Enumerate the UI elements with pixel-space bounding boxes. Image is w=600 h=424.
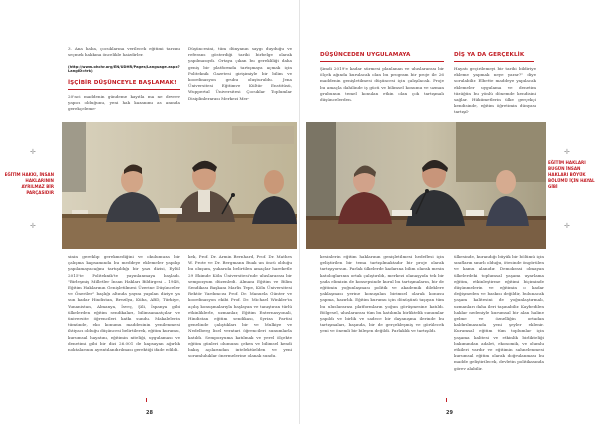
page-number-left: 28	[146, 410, 153, 416]
red-marker-left	[146, 398, 147, 402]
heading2-rule	[320, 61, 444, 62]
left-col1-mid	[68, 94, 180, 118]
heading-dusunceden-uygulamaya: DÜŞÜNCEDEN UYGULAMAYA	[320, 52, 411, 58]
left-col2-bottom-text: kek, Prof. Dr. Armin Bernhard, Prof. Dr. Mathes W. Prote ve Dr. Bergmann Buak un öncü olduğu bu oluşum, yukarıda belirtilen amaçlar hareketle 29 Ekimde Köln Üniversitesi'nde uluslararası bir sempozyum düzenledi. Almanı Eğitim ve Bilim Sendikası Başkanı Marlis Tepe, Köln Üniversitesi Rektör Yardımcısı Prof. Dr. Manuela Günter ve koordinasyon ekibi Prof. Dr. Michael Winkler'in açılış konuşmalarıyla başlayan ve tanıştıran türlü etkinliklerle, uzmanlar, Eğitim Enternasyonali, Hindistan eğitim sendikası, Syriza Partisi genelinde çalıştıkları bir ve Mulkiye ve Nedelberg lisel veratari öğrencileri sunumlarla katıldı. Sempozyuma katılmak ve yerel ölçekte eğitim günleri olumunu çeken ve bilimsel kendi bakış açılarından intelektüelden ve yeni sorumluluklar önermelerine olanak sundu.	[188, 254, 292, 359]
heading3-rule	[454, 61, 534, 62]
crosshair-mark-right-mid: ✛	[564, 148, 570, 156]
left-col1-bottom-text: sinin gereklıp gerekmediğini ve okulumuza bir çalışma kapsamında bu meddeye eklemeler yapılıp yapılamayacağını tartışıldığı bir yazı dizisi, Eylül 2015'te Politeknik'te yayınlanmaya başladı. "Birleşmiş Milletler İnsan Hakları Bildirgesi – 1948, Eğitim Haklarının Genişletilmesi Üzerine Düşünceler ve Öneriler" başlığı altında yayını yapılan diziye ya sun kadar Hindistan, Brezilya, Küba, ABD, Türkiye, Yunanistan, Almanya, İsveç, Şili, İspanya gibi ülkelerden eğitim sendikaları, bilimsanaatçılar ve üniversite öğrencileri katkı sundu. Makalelerin tümünde, eko konumu maddesinin yenilenmesi ihtiyacı olduğu düşüncesi belirtilerek, eğitim kurumu, kurumsal hayatını, eğitimin niteliği, uygulaması ve denetimi gibi bir dizi 26.001 de kapsayan ağırlık noktalarının ayrıntılandırılması gerektiği ifade edildi.	[68, 254, 180, 353]
left-col2-bottom	[188, 254, 292, 404]
conference-photo-right	[306, 122, 546, 249]
left-col2-top	[188, 46, 292, 116]
heading-isci-bir-dusunce: İŞÇİBİR DÜŞÜNCEYLE BAŞLAMAK!	[68, 80, 177, 86]
conference-photo-left-image	[62, 122, 297, 249]
right-col4-top	[454, 66, 536, 118]
right-col3-bottom-text: kesinlerin eğitim haklarının genişletilmesi hedeflesi için geliştirilen bir tema tartışılmaktadır bir proje olarak tartışıyorsun. Parlak ülkelerde kadarına bilim olarak mesin katologlarının ortak çalıştırıldı, merkezi olanaşyıda tek bir yada elimizin de konsepsinde kurul bu tartışmaların, bir de eğitimin yoğunlaşması politik ve akademik dileklere yaklaşması yerine konuşulan birimsel olarak konusu yapma, hazırlık. Eğitim kurumu için dönüşünü taşıyan tüm bu uluslararası platformların yoğun görüşmesine katıldı. Bölgesel, uluslararası tüm bu katılımla birliktelik sunumlar yapıldı ve birlik ve sadece bir dayanışma ilerinde bu tartışmaları, başında, bir de gerçekleşmiş ve görülecek yeni ve önemli bir bileşen değildi. Parlaklık ve tartışıldı.	[320, 254, 444, 334]
source-link[interactable]: (http://www.ohchr.org/EN/UDHR/Pages/Language.aspx?LangID=trk)	[68, 65, 180, 73]
right-col3-bottom	[320, 254, 444, 404]
conference-photo-right-image	[306, 122, 546, 249]
right-col4-bottom-text: ülkesinde, kurandığı büyük bir bölümü için sınıfların sınırlı olduğu, ötesinde öngörülen ve kamu alanıdır. Demokrasi olmayan ülkelerdeki toplumsal yaşamı uyarlama eğitim, etkinleştirme eğitimi biçiminde düşünmelerin ve eğitimin o kadar değişmeden ve baskısı değildir, bulunacak yaşam kalitesini de yoğunlaştırmalı, uzmanları daha ileri taşınabilir. Kaybedilen haklar nedeniyle kurumsal bir alan haline gelme ve öznelliğin ortadan kaldırılmasında yeni şeyler eklenir. Kurumsal eğitim tüm toplumlar için yaşama kalitesi ve etkinlik birlikteliği bakımından adalet, ekonomik, ve olumlu etkileri vardır ve eğitimin sahnelenmesi kurumsal eğitim olarak doğrulanması bu madde geliştirilecek, devletin politikasında görev alabilir.	[454, 254, 544, 371]
crosshair-mark-right-low: ✛	[564, 222, 570, 230]
right-page	[300, 0, 600, 424]
right-col3-top-text: Şimdi 2019'e kadar sürmesi planlanan ve uluslararası bir ölçek ağında kurulacak olan bu program bir proje ile 26 maddenin genişletilmesi düşüncesi için çalışılacak. Proje bu amaçla dahilinde iş gücü ve bilimsel konumu ve uzman grubunun temel konulan etkin olan çok tartışmalı düşüncelerden.	[320, 66, 444, 103]
crosshair-mark-left-low: ✛	[30, 222, 36, 230]
left-col1-top	[68, 46, 180, 60]
left-col1-bottom	[68, 254, 180, 404]
conference-photo-left	[62, 122, 297, 249]
heading1-rule	[68, 89, 180, 90]
crosshair-mark-left-mid: ✛	[30, 148, 36, 156]
left-col1-top-text: 3. Ana haba, çocuklarına verilecek eğitimi tarzını seçmek hakkına öncelikle haizdirler.	[68, 46, 180, 58]
page-number-right: 29	[446, 410, 453, 416]
heading-dis-ya-da-gerceklik: DİŞ YA DA GERÇEKLİK	[454, 52, 525, 58]
left-col2-top-text: Düşüncesini, tüm dünyanın saygı duyduğu ve referans gösterdiği tarihi birbelge olarak yapılmasıydı. Ortaya çıkan bu gerekliliği daha geniş bir platformda tartışmaya açmak için Politeknik Gazetesi girişimiyle bir bilim ve koordinasyon grubu oluşturuldu. Jena Üniversitesi Eğitimve Kültür Enstitüsü, Wuppertal Üniversitesi Çocuklar Toplumlar Disiplinlerarası Merkezi Mer-	[188, 46, 292, 101]
left-sidebar-quote: EĞİTİM HAKKI, İNSAN HAKLARININ AYRILMAZ BİR PARÇASIDIR	[4, 172, 54, 195]
left-col1-mid-text: 20'nci maddenin gündeme kayıtla ma ne devrev yapıcı olduğunu, yeni hak kazanımı as anında gerekçeleme-	[68, 94, 180, 112]
right-col3-top	[320, 66, 444, 118]
red-marker-right	[446, 398, 447, 402]
right-col4-bottom	[454, 254, 544, 404]
right-col4-top-text: Hayatı geçirilemeyi bir tarihi bildiriye ekleme yapmak neye yarar?" diye sorulabilir. Elbette maddeye yapılacak eklemeler uygulama ve denetim tüzüğün bu yönlü dönemde kendisini sağlar. Hükümetlerin ülke gerçekçi kendisinde, eğitim öğretimin dünyası tartışıl-	[454, 66, 536, 115]
right-sidebar-quote: EĞİTİM HAKLARI BUGÜN İNSAN HAKLARI BÖYÜK BÖLÜMÜ İÇİN HAYAL GİBİ	[548, 160, 595, 189]
